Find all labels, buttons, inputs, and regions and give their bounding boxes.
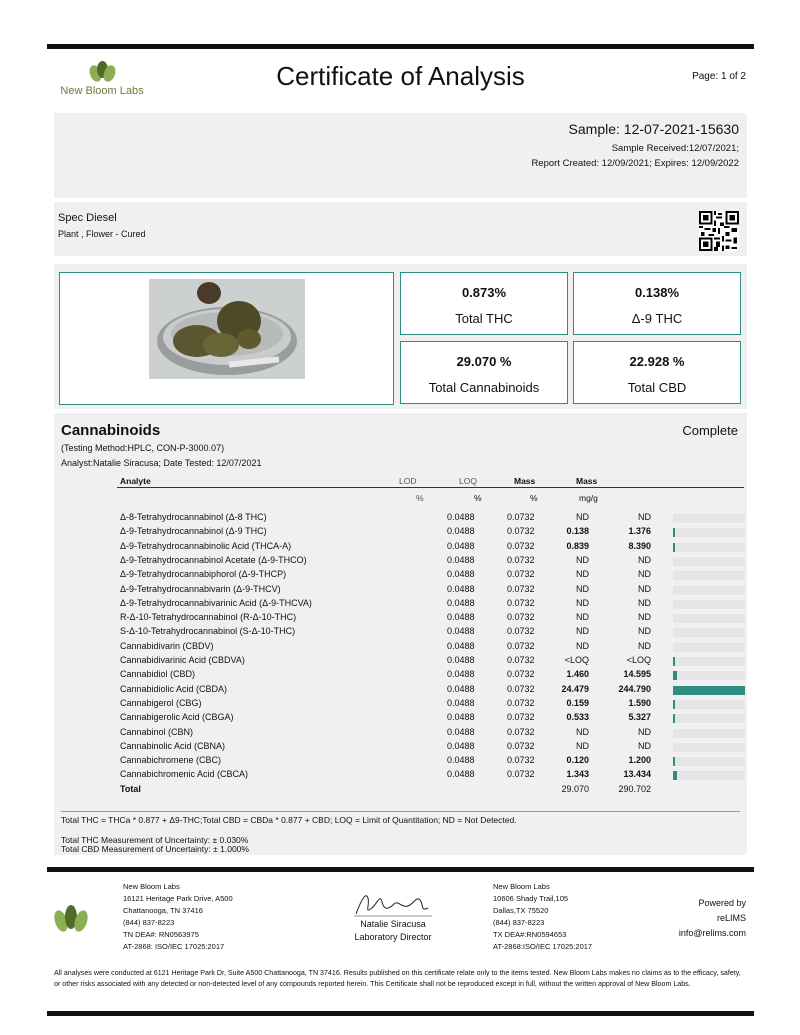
analyte-mass-mg: <LOQ: [626, 655, 651, 665]
table-row: [117, 669, 744, 683]
level-bar: [673, 614, 745, 623]
analyte-loq: 0.0732: [507, 597, 535, 608]
level-bar: [673, 543, 745, 552]
table-row: [117, 741, 744, 755]
level-bar-fill: [673, 528, 675, 537]
table-row: [117, 612, 744, 626]
header-mass-mg: Mass: [576, 476, 598, 486]
header-mass-pct: Mass: [514, 476, 536, 486]
analyte-name: Cannabinolic Acid (CBNA): [120, 740, 226, 751]
level-bar: [673, 729, 745, 738]
analyte-loq: 0.0732: [507, 512, 535, 522]
level-bar: [673, 657, 745, 666]
thc-uncertainty: Total THC Measurement of Uncertainty: ± 0.030%: [61, 835, 249, 845]
analyte-loq: 0.0732: [507, 554, 535, 565]
sample-photo-frame: [59, 272, 394, 405]
analyte-name: Δ-9-Tetrahydrocannabinolic Acid (THCA-A): [120, 540, 292, 551]
total-cbd-card: [573, 341, 741, 404]
d9-thc-label: Δ-9 THC: [631, 311, 683, 326]
analyte-mass-pct: ND: [576, 640, 589, 651]
director-title: Laboratory Director: [354, 932, 432, 942]
address-line: Dallas,TX 75520: [493, 906, 549, 915]
analyte-lod: 0.0488: [447, 540, 475, 551]
analyte-loq: 0.0732: [507, 583, 535, 594]
dallas-address: [493, 881, 592, 953]
analyte-name: Cannabidivarinic Acid (CBDVA): [120, 655, 245, 665]
analyte-name: Cannabidiolic Acid (CBDA): [120, 683, 228, 694]
sample-received: Sample Received:12/07/2021;: [611, 143, 739, 154]
table-row: [117, 584, 744, 598]
analyte-mass-pct: 1.460: [566, 669, 589, 680]
analyte-mass-mg: ND: [638, 597, 651, 608]
address-line: New Bloom Labs: [123, 882, 180, 891]
analyte-mass-mg: ND: [638, 583, 651, 594]
level-bar: [673, 514, 745, 523]
analyst-info: Analyst:Natalie Siracusa; Date Tested: 12/07/2021: [61, 458, 262, 468]
analyte-lod: 0.0488: [447, 626, 475, 637]
disclaimer: All analyses were conducted at 6121 Heritage Park Dr, Suite A500 Chattanooga, TN 37416. Results published on this certificate relate only to the items tested. New Bloom Labs makes no claims as to the efficacy, safety, or other risks associated with any detected or non-detected level of any compounds reported herein. This Certificate shall not be reproduced except in full, without the written approval of New Bloom Labs.: [54, 969, 741, 988]
analyte-mass-mg: 13.434: [623, 769, 651, 780]
total-mass-mg: 290.702: [618, 783, 651, 794]
table-row: [117, 555, 744, 569]
analyte-lod: 0.0488: [447, 712, 475, 723]
analyte-name: Δ-9-Tetrahydrocannabinol Acetate (Δ-9-THCO): [120, 554, 307, 565]
analyte-lod: 0.0488: [447, 512, 475, 522]
analyte-lod: 0.0488: [447, 755, 475, 766]
total-mass-pct: 29.070: [561, 783, 589, 794]
analyte-name: Δ-9-Tetrahydrocannabinol (Δ-9 THC): [120, 526, 267, 537]
analyte-mass-mg: ND: [638, 726, 651, 737]
level-bar-fill: [673, 543, 675, 552]
analyte-name: R-Δ-10-Tetrahydrocannabinol (R-Δ-10-THC): [120, 612, 297, 623]
strain-name: Spec Diesel: [58, 212, 117, 224]
analyte-mass-mg: 1.590: [628, 697, 651, 708]
total-cannabinoids-card: [400, 341, 568, 404]
unit-mass-pct: %: [530, 493, 538, 503]
analyte-mass-pct: ND: [576, 726, 589, 737]
analyte-lod: 0.0488: [447, 655, 475, 665]
analyte-mass-pct: 1.343: [566, 769, 589, 780]
analyte-mass-pct: ND: [576, 583, 589, 594]
header-lod: LOD: [399, 476, 417, 486]
section-status: Complete: [682, 423, 738, 438]
analyte-lod: 0.0488: [447, 740, 475, 751]
total-label: Total: [120, 783, 141, 794]
analyte-mass-pct: 0.159: [566, 697, 589, 708]
level-bar: [673, 743, 745, 752]
analyte-lod: 0.0488: [447, 769, 475, 780]
table-row: [117, 755, 744, 769]
analyte-mass-mg: ND: [638, 626, 651, 637]
analyte-mass-pct: 0.138: [566, 526, 589, 537]
analyte-mass-pct: ND: [576, 626, 589, 637]
total-cbd-label: Total CBD: [627, 380, 687, 395]
level-bar-fill: [673, 771, 677, 780]
powered-by-block: [679, 896, 746, 941]
analyte-loq: 0.0732: [507, 655, 535, 665]
table-row: [117, 712, 744, 726]
analyte-mass-mg: 5.327: [628, 712, 651, 723]
director-signature: [350, 888, 435, 920]
analyte-lod: 0.0488: [447, 612, 475, 623]
d9-thc-card: [573, 272, 741, 335]
table-row: [117, 727, 744, 741]
analyte-mass-mg: ND: [638, 612, 651, 623]
level-bar: [673, 600, 745, 609]
address-line: 10606 Shady Trail,105: [493, 894, 569, 903]
page-number: Page: 1 of 2: [692, 71, 746, 82]
level-bar: [673, 700, 745, 709]
document-title: Certificate of Analysis: [276, 61, 525, 91]
analyte-mass-mg: ND: [638, 640, 651, 651]
analyte-mass-mg: ND: [638, 554, 651, 565]
level-bar: [673, 771, 745, 780]
analyte-mass-pct: ND: [576, 569, 589, 580]
level-bar: [673, 557, 745, 566]
analyte-name: Cannabigerol (CBG): [120, 697, 202, 708]
analyte-name: Δ-9-Tetrahydrocannabiphorol (Δ-9-THCP): [120, 569, 287, 580]
level-bar: [673, 643, 745, 652]
report-dates: Report Created: 12/09/2021; Expires: 12/09/2022: [531, 158, 739, 169]
analyte-lod: 0.0488: [447, 526, 475, 537]
analyte-mass-pct: 24.479: [561, 683, 589, 694]
sample-photo: [149, 279, 305, 379]
footer-leaf-logo-icon: [53, 905, 89, 933]
address-line: New Bloom Labs: [493, 882, 550, 891]
total-thc-card: [400, 272, 568, 335]
analyte-loq: 0.0732: [507, 526, 535, 537]
analyte-name: Cannabigerolic Acid (CBGA): [120, 712, 234, 723]
total-cannabinoids-value: 29.070 %: [456, 354, 512, 369]
table-row: [117, 684, 744, 698]
table-row: [117, 769, 744, 783]
analyte-mass-mg: ND: [638, 512, 651, 522]
analyte-loq: 0.0732: [507, 740, 535, 751]
level-bar-fill: [673, 671, 677, 680]
analyte-mass-pct: <LOQ: [564, 655, 589, 665]
analyte-name: Cannabidivarin (CBDV): [120, 640, 214, 651]
analyte-mass-pct: ND: [576, 512, 589, 522]
powered-by-name: reLIMS: [716, 913, 746, 923]
analyte-name: Δ-9-Tetrahydrocannabivarinic Acid (Δ-9-THCVA): [120, 597, 312, 608]
analyte-loq: 0.0732: [507, 712, 535, 723]
analyte-mass-pct: ND: [576, 554, 589, 565]
analyte-mass-mg: ND: [638, 569, 651, 580]
table-row: [117, 698, 744, 712]
sample-matrix: Plant , Flower - Cured: [58, 229, 146, 239]
analyte-mass-pct: 0.120: [566, 755, 589, 766]
director-block: [333, 918, 453, 944]
analyte-loq: 0.0732: [507, 569, 535, 580]
lab-name: New Bloom Labs: [60, 85, 144, 97]
analyte-lod: 0.0488: [447, 569, 475, 580]
total-thc-label: Total THC: [455, 311, 513, 326]
chattanooga-address: [123, 881, 233, 953]
unit-mass-mg: mg/g: [579, 493, 598, 503]
total-cannabinoids-label: Total Cannabinoids: [428, 380, 540, 395]
strain-panel: [54, 202, 747, 256]
analyte-loq: 0.0732: [507, 697, 535, 708]
analyte-mass-mg: 1.200: [628, 755, 651, 766]
unit-lod: %: [416, 493, 424, 503]
level-bar-fill: [673, 657, 675, 666]
address-line: TN DEA#: RN0563975: [123, 930, 199, 939]
section-title: Cannabinoids: [61, 422, 161, 439]
summary-panel: [54, 264, 747, 409]
analyte-loq: 0.0732: [507, 540, 535, 551]
table-row: [117, 641, 744, 655]
level-bar: [673, 714, 745, 723]
total-thc-value: 0.873%: [461, 285, 507, 300]
analyte-lod: 0.0488: [447, 597, 475, 608]
analyte-name: Cannabinol (CBN): [120, 726, 194, 737]
analyte-loq: 0.0732: [507, 640, 535, 651]
table-row: [117, 655, 744, 669]
table-row: [117, 626, 744, 640]
level-bar: [673, 628, 745, 637]
analyte-mass-mg: 244.790: [618, 683, 651, 694]
analyte-loq: 0.0732: [507, 669, 535, 680]
analyte-name: Cannabidiol (CBD): [120, 669, 196, 680]
bottom-rule: [47, 1011, 754, 1016]
analyte-loq: 0.0732: [507, 626, 535, 637]
level-bar: [673, 586, 745, 595]
level-bar-fill: [673, 714, 675, 723]
analyte-mass-pct: ND: [576, 597, 589, 608]
level-bar-fill: [673, 757, 675, 766]
powered-by-label: Powered by: [698, 898, 746, 908]
header: [47, 49, 754, 113]
analyte-name: S-Δ-10-Tetrahydrocannabinol (S-Δ-10-THC): [120, 626, 296, 637]
level-bar: [673, 528, 745, 537]
analyte-lod: 0.0488: [447, 640, 475, 651]
analyte-loq: 0.0732: [507, 612, 535, 623]
total-row: [117, 784, 744, 798]
header-divider: [117, 487, 744, 488]
analyte-name: Δ-9-Tetrahydrocannabivarin (Δ-9-THCV): [120, 583, 281, 594]
address-line: (844) 837-8223: [123, 918, 175, 927]
formula-note: Total THC = THCa * 0.877 + Δ9-THC;Total CBD = CBDa * 0.877 + CBD; LOQ = Limit of Quantitation; ND = Not Detected.: [61, 815, 517, 825]
d9-thc-value: 0.138%: [634, 285, 680, 300]
sample-info-panel: [54, 113, 747, 198]
level-bar: [673, 671, 745, 680]
analyte-loq: 0.0732: [507, 726, 535, 737]
analyte-name: Cannabichromene (CBC): [120, 755, 222, 766]
analyte-lod: 0.0488: [447, 683, 475, 694]
cbd-uncertainty: Total CBD Measurement of Uncertainty: ± 1.000%: [61, 844, 249, 854]
level-bar: [673, 757, 745, 766]
address-line: Chattanooga, TN 37416: [123, 906, 203, 915]
address-line: AT-2868: ISO/IEC 17025:2017: [123, 942, 225, 951]
table-row: [117, 598, 744, 612]
analyte-mass-pct: 0.533: [566, 712, 589, 723]
footnote-divider: [61, 811, 740, 812]
analyte-name: Δ-8-Tetrahydrocannabinol (Δ-8 THC): [120, 512, 267, 522]
analyte-lod: 0.0488: [447, 726, 475, 737]
testing-method: (Testing Method:HPLC, CON-P-3000.07): [61, 443, 225, 453]
table-row: [117, 512, 744, 526]
director-name: Natalie Siracusa: [360, 919, 426, 929]
analyte-mass-mg: 1.376: [628, 526, 651, 537]
analyte-mass-pct: ND: [576, 740, 589, 751]
address-line: (844) 837-8223: [493, 918, 545, 927]
analyte-lod: 0.0488: [447, 554, 475, 565]
analyte-name: Cannabichromenic Acid (CBCA): [120, 769, 249, 780]
analyte-loq: 0.0732: [507, 755, 535, 766]
address-line: TX DEA#:RN0594653: [493, 930, 567, 939]
analyte-lod: 0.0488: [447, 697, 475, 708]
cannabinoids-panel: [54, 413, 747, 855]
analyte-mass-mg: 14.595: [623, 669, 651, 680]
level-bar-fill: [673, 700, 675, 709]
table-row: [117, 569, 744, 583]
total-cbd-value: 22.928 %: [629, 354, 685, 369]
level-bar: [673, 686, 745, 695]
qr-code-icon[interactable]: [699, 211, 739, 251]
analyte-lod: 0.0488: [447, 669, 475, 680]
analyte-mass-pct: ND: [576, 612, 589, 623]
footer-rule: [47, 867, 754, 872]
unit-loq: %: [474, 493, 482, 503]
table-row: [117, 541, 744, 555]
analyte-lod: 0.0488: [447, 583, 475, 594]
level-bar: [673, 571, 745, 580]
address-line: 16121 Heritage Park Drive, A500: [123, 894, 233, 903]
powered-by-email[interactable]: info@relims.com: [678, 928, 746, 938]
table-row: [117, 526, 744, 540]
analyte-loq: 0.0732: [507, 683, 535, 694]
header-loq: LOQ: [459, 476, 477, 486]
analyte-mass-mg: ND: [638, 740, 651, 751]
level-bar-fill: [673, 686, 745, 695]
analyte-mass-mg: 8.390: [628, 540, 651, 551]
analyte-mass-pct: 0.839: [566, 540, 589, 551]
header-analyte: Analyte: [120, 476, 151, 486]
address-line: AT-2868:ISO/IEC 17025:2017: [493, 942, 593, 951]
analyte-loq: 0.0732: [507, 769, 535, 780]
sample-id: Sample: 12-07-2021-15630: [568, 121, 739, 137]
